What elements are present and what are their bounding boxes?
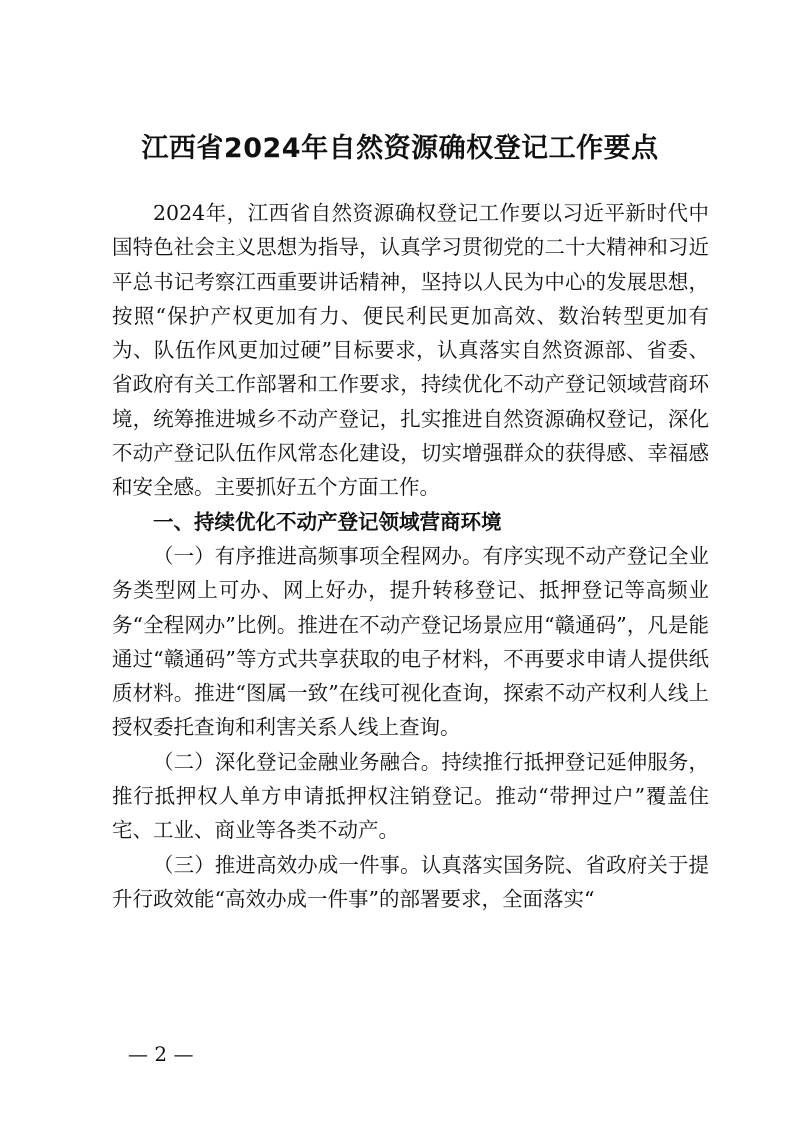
section-heading-1: 一、持续优化不动产登记领域营商环境 [153,509,502,534]
section-1-item-3-paragraph: （三）推进高效办成一件事。认真落实国务院、省政府关于提升行政效能“高效办成一件事”的部署要求，全面落实“ [112,852,709,911]
document-body [112,196,709,916]
intro-paragraph: 2024年，江西省自然资源确权登记工作要以习近平新时代中国特色社会主义思想为指导，认真学习贯彻党的二十大精神和习近平总书记考察江西重要讲话精神，坚持以人民为中心的发展思想，按照“保护产权更加有力、便民利民更加高效、数治转型更加有为、队伍作风更加过硬”目标要求，认真落实自然资源部、省委、省政府有关工作部署和工作要求，持续优化不动产登记领域营商环境，统筹推进城乡不动产登记，扎实推进自然资源确权登记，深化不动产登记队伍作风常态化建设，切实增强群众的获得感、幸福感和安全感。主要抓好五个方面工作。 [112,201,709,500]
page-number: — 2 — [128,1042,194,1066]
document-title: 江西省2024年自然资源确权登记工作要点 [141,133,659,164]
section-1-item-2-paragraph: （二）深化登记金融业务融合。持续推行抵押登记延伸服务，推行抵押权人单方申请抵押权注销登记。推动“带押过户”覆盖住宅、工业、商业等各类不动产。 [112,749,709,843]
section-1-item-1-paragraph: （一）有序推进高频事项全程网办。有序实现不动产登记全业务类型网上可办、网上好办，提升转移登记、抵押登记等高频业务“全程网办”比例。推进在不动产登记场景应用“赣通码”，凡是能通过“赣通码”等方式共享获取的电子材料，不再要求申请人提供纸质材料。推进“图属一致”在线可视化查询，探索不动产权利人线上授权委托查询和利害关系人线上查询。 [112,543,709,740]
